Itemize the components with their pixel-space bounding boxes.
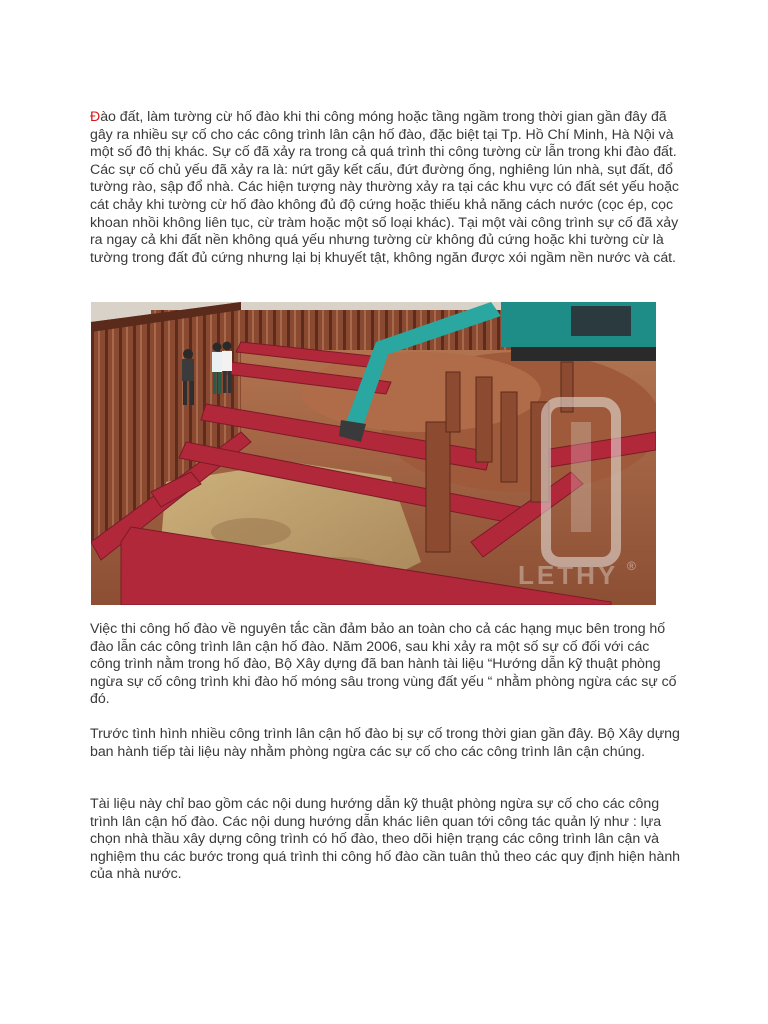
- paragraph-intro-text: ào đất, làm tường cừ hố đào khi thi công móng hoặc tầng ngầm trong thời gian gần đây đã gây ra nhiều sự cố cho các công trình lân cận hố đào, đặc biệt tại Tp. Hồ Chí Minh, Hà Nội và một số đô thị khác. Sự cố đã xảy ra trong cả quá trình thi công tường cừ lẫn trong khi đào đất. Các sự cố chủ yếu đã xảy ra là: nứt gãy kết cấu, đứt đường ống, nghiêng lún nhà, sụt đất, đổ tường rào, sập đổ nhà. Các hiện tượng này thường xảy ra tại các khu vực có đất sét yếu hoặc cát chảy khi tường cừ hố đào không đủ độ cứng hoặc thiếu khả năng cách nước (cọc ép, cọc khoan nhồi không liên tục, cừ tràm hoặc một số loại khác). Tại một vài công trình sự cố đã xảy ra ngay cả khi đất nền không quá yếu nhưng tường cừ không đủ cứng hoặc khi tường cừ là tường trong đất đủ cứng nhưng lại bị khuyết tật, không ngăn được xói ngầm nền nước và cát.: [90, 109, 679, 266]
- paragraph-situation: Trước tình hình nhiều công trình lân cận hố đào bị sự cố trong thời gian gần đây. Bộ Xây dựng ban hành tiếp tài liệu này nhằm phòng ngừa các sự cố cho các công trình lân cận chúng.: [90, 726, 680, 760]
- watermark-registered-mark: ®: [627, 559, 636, 573]
- paragraph-intro: [90, 109, 680, 267]
- paragraph-scope: Tài liệu này chỉ bao gồm các nội dung hướng dẫn kỹ thuật phòng ngừa sự cố cho các công trình lân cận hố đào. Các nội dung hướng dẫn khác liên quan tới công tác quản lý như : lựa chọn nhà thầu xây dựng công trình có hố đào, theo dõi hiện trạng các công trình lân cận và nghiệm thu các bước trong quá trình thi công hố đào cần tuân thủ theo các quy định hiện hành của nhà nước.: [90, 796, 680, 883]
- paragraph-principle: Việc thi công hố đào về nguyên tắc cần đảm bảo an toàn cho cả các hạng mục bên trong hố đào lẫn các công trình lân cận hố đào. Năm 2006, sau khi xảy ra một số sự cố đối với các công trình nằm trong hố đào, Bộ Xây dựng đã ban hành tài liệu “Hướng dẫn kỹ thuật phòng ngừa sự cố công trình khi đào hố móng sâu trong vùng đất yếu “ nhằm phòng ngừa các sự cố đó.: [90, 621, 677, 708]
- construction-site-photo: [91, 302, 656, 605]
- watermark-text: LETHY: [518, 560, 619, 590]
- drop-cap-letter: Đ: [90, 109, 101, 125]
